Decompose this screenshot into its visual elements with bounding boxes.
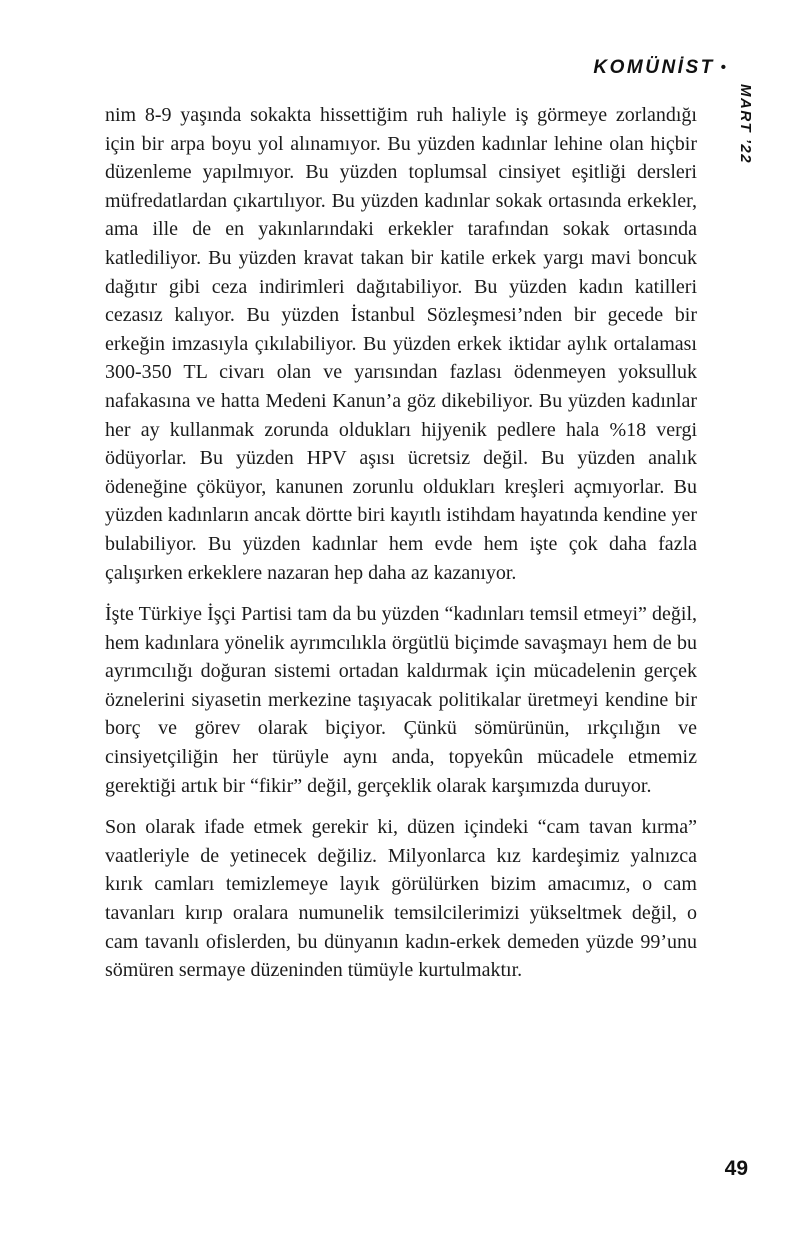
issue-date-vertical: MART ’22 — [737, 84, 754, 165]
bullet-separator: • — [720, 59, 726, 76]
body-paragraph: nim 8-9 yaşında sokakta hissettiğim ruh haliyle iş görmeye zorlandığı için bir arpa boyu yol alınamıyor. Bu yüzden kadınlar lehine olan hiçbir düzenleme yapılmıyor. Bu yüzden toplumsal cinsiyet eşitliği dersleri müfredatlardan çıkartılıyor. Bu yüzden kadınlar sokak ortasında erkekler, ama ille de en yakınlarındaki erkekler tarafından sokak ortasında katlediliyor. Bu yüzden kravat takan bir katile erkek yargı mavi boncuk dağıtır gibi ceza indirimleri dağıtabiliyor. Bu yüzden kadın katilleri cezasız kalıyor. Bu yüzden İstanbul Sözleşmesi’nden bir gecede bir erkeğin imzasıyla çıkılabiliyor. Bu yüzden erkek iktidar aylık ortalaması 300-350 TL civarı olan ve yarısından fazlası ödenmeyen yoksulluk nafakasına ve hatta Medeni Kanun’a göz dikebiliyor. Bu yüzden kadınlar her ay kullanmak zorunda oldukları hijyenik pedlere hala %18 vergi ödüyorlar. Bu yüzden HPV aşısı ücretsiz değil. Bu yüzden analık ödeneğine çöküyor, kanunen zorunlu oldukları kreşleri açmıyorlar. Bu yüzden kadınların ancak dörtte biri kayıtlı istihdam hayatında kendine yer bulabiliyor. Bu yüzden kadınlar hem evde hem işte çok daha fazla çalışırken erkeklere nazaran hep daha az kazanıyor. — [105, 104, 697, 584]
article-body — [105, 101, 697, 998]
page-number: 49 — [724, 1157, 748, 1180]
journal-masthead — [593, 57, 726, 79]
body-paragraph: Son olarak ifade etmek gerekir ki, düzen içindeki “cam tavan kırma” vaatleriyle de yetinecek değiliz. Milyonlarca kız kardeşimiz yalnızca kırık camları temizlemeye layık görülürken bizim amacımız, o cam tavanları kırıp oralara numunelik temsilcilerimizi yükseltmek değil, o cam tavanlı ofislerden, bu dünyanın kadın-erkek demeden yüzde 99’unu sömüren sermaye düzeninden tümüyle kurtulmaktır. — [105, 816, 697, 982]
journal-title: KOMÜNİST — [593, 57, 715, 78]
body-paragraph: İşte Türkiye İşçi Partisi tam da bu yüzden “kadınları temsil etmeyi” değil, hem kadınlara yönelik ayrımcılıkla örgütlü biçimde savaşmayı hem de bu ayrımcılığı doğuran sistemi ortadan kaldırmak için mücadelenin gerçek öznelerini siyasetin merkezine taşıyacak politikalar üretmeyi kendine bir borç ve görev olarak biçiyor. Çünkü sömürünün, ırkçılığın ve cinsiyetçiliğin her türüyle aynı anda, topyekûn mücadele etmemiz gerektiği artık bir “fikir” değil, gerçeklik olarak karşımızda duruyor. — [105, 603, 697, 797]
